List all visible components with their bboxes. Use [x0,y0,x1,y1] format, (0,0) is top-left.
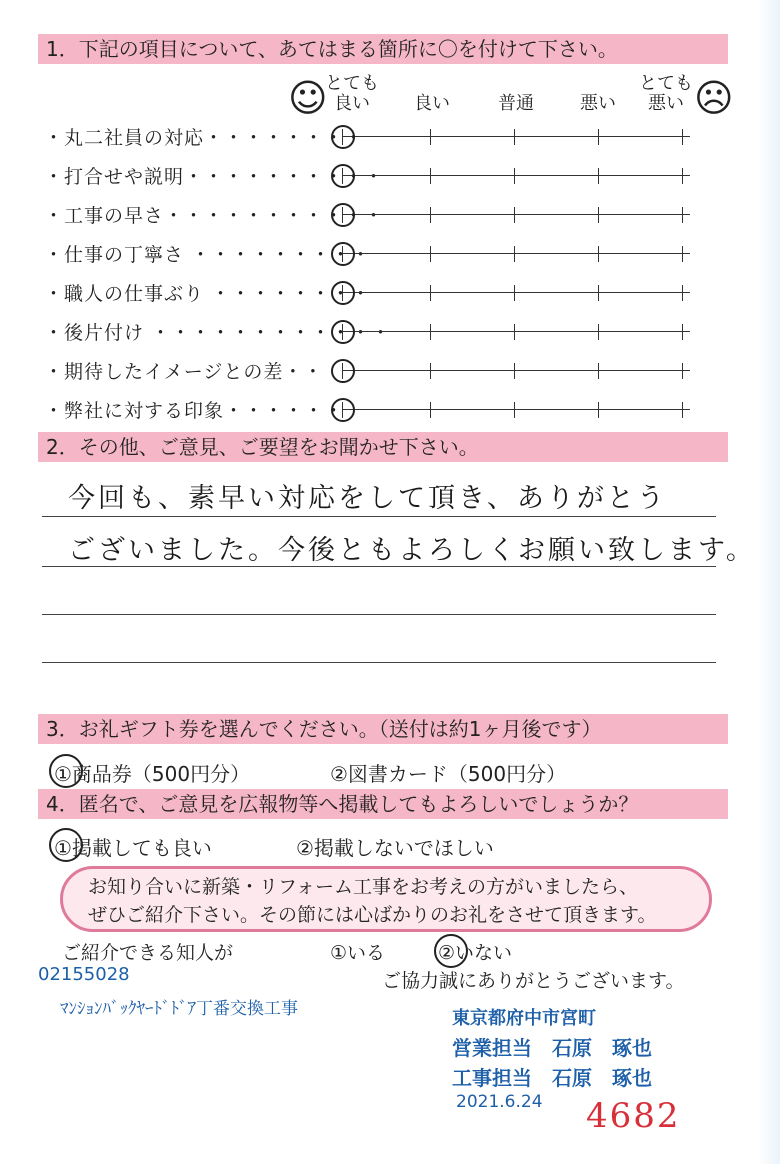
write-line [42,662,716,663]
rating-tick[interactable] [598,246,599,262]
section4-title: 4．匿名で、ご意見を広報物等へ掲載してもよろしいでしょうか？ [46,792,639,816]
rating-scale-line [342,136,690,137]
section3-title: 3．お礼ギフト券を選んでください。（送付は約1ヶ月後です） [46,717,602,741]
rating-item-label: ・弊社に対する印象・・・・・・ [44,400,345,422]
selection-circle [434,934,468,968]
rating-tick[interactable] [514,129,515,145]
rating-tick[interactable] [430,246,431,262]
rating-tick[interactable] [514,168,515,184]
rating-item-label: ・仕事の丁寧さ ・・・・・・・・・ [44,244,372,266]
rating-tick[interactable] [598,402,599,418]
section1-header [38,34,728,64]
rating-tick[interactable] [682,363,683,379]
customer-code: 02155028 [38,964,130,985]
rating-scale-line [342,370,690,371]
referral-question: ご紹介できる知人が [62,942,234,964]
smiling-face-icon: ☺ [288,76,328,120]
publish-option-no[interactable]: ②掲載しないでほしい [296,836,494,860]
rating-tick[interactable] [430,129,431,145]
rating-tick[interactable] [514,402,515,418]
gift-option-product-voucher[interactable]: ①商品券（500円分） [54,762,251,786]
write-line [42,566,716,567]
rating-tick[interactable] [514,363,515,379]
scale-good: 良い [414,93,450,114]
rating-tick[interactable] [598,168,599,184]
rating-tick[interactable] [682,324,683,340]
rating-scale-line [342,292,690,293]
scale-very-good [322,74,382,114]
rating-tick[interactable] [598,207,599,223]
rating-tick[interactable] [682,207,683,223]
rating-tick[interactable] [598,129,599,145]
rating-tick[interactable] [682,285,683,301]
scale-very-good-top: とても [325,73,379,94]
section2-title: 2．その他、ご意見、ご要望をお聞かせ下さい。 [46,435,479,459]
address: 東京都府中市宮町 [452,1008,596,1029]
section1-title: 1．下記の項目について、あてはまる箇所に〇を付けて下さい。 [46,37,618,61]
scale-very-bad-top: とても [639,73,693,94]
rating-tick[interactable] [514,207,515,223]
gift-option-book-card[interactable]: ②図書カード（500円分） [330,762,567,786]
referral-line-2: ぜひご紹介下さい。その節には心ばかりのお礼をさせて頂きます。 [88,904,657,926]
rating-tick[interactable] [430,285,431,301]
construction-rep: 工事担当 石原 琢也 [452,1066,652,1090]
rating-tick[interactable] [682,246,683,262]
rating-scale-line [342,331,690,332]
rating-tick[interactable] [682,402,683,418]
project-name: ﾏﾝｼｮﾝﾊﾞｯｸﾔｰﾄﾞﾄﾞｱ丁番交換工事 [60,999,298,1019]
section2-header [38,432,728,462]
thanks-message: ご協力誠にありがとうございます。 [382,970,685,992]
section4-header [38,789,728,819]
rating-selected-mark [331,359,355,383]
rating-selected-mark [331,320,355,344]
rating-selected-mark [331,164,355,188]
rating-tick[interactable] [514,285,515,301]
rating-tick[interactable] [598,363,599,379]
comment-line-2: ございました。今後ともよろしくお願い致します。 [68,535,756,566]
rating-tick[interactable] [430,324,431,340]
rating-scale-line [342,175,690,176]
rating-tick[interactable] [514,324,515,340]
rating-item-label: ・打合せや説明・・・・・・・・・・ [44,166,385,188]
rating-selected-mark [331,242,355,266]
section3-header [38,714,728,744]
rating-item-label: ・後片付け ・・・・・・・・・・・・ [44,322,392,344]
scale-very-good-bottom: 良い [334,93,370,114]
scale-very-bad-bottom: 悪い [648,93,684,114]
rating-tick[interactable] [430,207,431,223]
rating-selected-mark [331,203,355,227]
page-edge [758,0,780,1164]
rating-tick[interactable] [430,168,431,184]
rating-selected-mark [331,281,355,305]
date: 2021.6.24 [456,1092,543,1112]
rating-item-label: ・工事の早さ・・・・・・・・・・・ [44,205,385,227]
publish-option-yes[interactable]: ①掲載しても良い [54,836,212,860]
selection-circle [49,828,83,862]
rating-scale-line [342,409,690,410]
rating-tick[interactable] [514,246,515,262]
scale-normal: 普通 [498,93,534,114]
rating-item-label: ・期待したイメージとの差・・ [44,361,324,383]
rating-item-label: ・丸二社員の対応・・・・・・・・ [44,127,365,149]
rating-scale-line [342,214,690,215]
rating-item-label: ・職人の仕事ぶり ・・・・・・・・ [44,283,372,305]
sales-rep: 営業担当 石原 琢也 [452,1036,652,1060]
rating-tick[interactable] [682,168,683,184]
referral-option-no[interactable]: ②いない [438,942,513,964]
rating-scale-line [342,253,690,254]
rating-tick[interactable] [430,402,431,418]
comment-line-1: 今回も、素早い対応をして頂き、ありがとう [68,483,667,514]
rating-selected-mark [331,125,355,149]
rating-tick[interactable] [598,285,599,301]
scale-bad: 悪い [580,93,616,114]
write-line [42,614,716,615]
rating-tick[interactable] [598,324,599,340]
rating-selected-mark [331,398,355,422]
scale-very-bad [636,74,696,114]
referral-line-1: お知り合いに新築・リフォーム工事をお考えの方がいましたら、 [88,876,639,898]
rating-tick[interactable] [430,363,431,379]
handwritten-number: 4682 [586,1096,681,1136]
referral-option-yes[interactable]: ①いる [330,942,386,964]
frowning-face-icon: ☹ [694,76,734,120]
selection-circle [49,754,83,788]
write-line [42,516,716,517]
rating-tick[interactable] [682,129,683,145]
